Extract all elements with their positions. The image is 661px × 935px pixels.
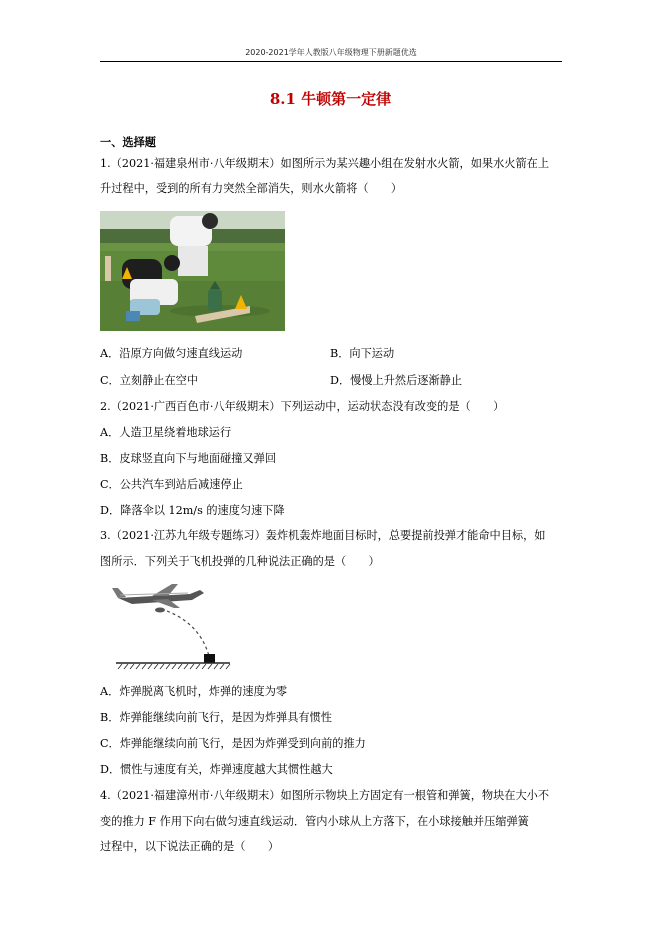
ground-hatching <box>116 663 230 669</box>
q1-option-c: C．立刻静止在空中 <box>100 374 199 387</box>
q1-stem-line2: 升过程中，受到的所有力突然全部消失，则水火箭将（ ） <box>100 182 403 195</box>
q2-option-d: D．降落伞以 12m/s 的速度匀速下降 <box>100 504 285 517</box>
q3-option-c: C．炸弹能继续向前飞行，是因为炸弹受到向前的推力 <box>100 737 366 750</box>
q3-option-b: B．炸弹能继续向前飞行，是因为炸弹具有惯性 <box>100 711 332 724</box>
bomber-plane-icon <box>112 584 204 608</box>
bomb-icon <box>155 608 165 613</box>
q2-option-c: C．公共汽车到站后减速停止 <box>100 478 243 491</box>
q2-option-b: B．皮球竖直向下与地面碰撞又弹回 <box>100 452 277 465</box>
bomber-diagram <box>112 580 232 672</box>
q4-stem-line1: 4.（2021·福建漳州市·八年级期末）如图所示物块上方固定有一根管和弹簧，物块在大小不 <box>100 789 550 802</box>
q1-option-a: A．沿原方向做匀速直线运动 <box>100 347 243 360</box>
q3-stem-line1: 3.（2021·江苏九年级专题练习）轰炸机轰炸地面目标时，总要提前投弹才能命中目标，如 <box>100 529 546 542</box>
q1-option-d: D．慢慢上升然后逐渐静止 <box>330 374 463 387</box>
q2-stem: 2.（2021·广西百色市·八年级期末）下列运动中，运动状态没有改变的是（ ） <box>100 400 505 413</box>
target-block <box>204 654 215 663</box>
header-divider <box>100 61 562 62</box>
water-rocket-photo <box>100 211 285 331</box>
q1-option-b: B．向下运动 <box>330 347 395 360</box>
section-heading: 一、选择题 <box>100 135 156 149</box>
q3-stem-line2: 图所示．下列关于飞机投弹的几种说法正确的是（ ） <box>100 555 380 568</box>
page-title: 8.1 牛顿第一定律 <box>269 90 392 108</box>
q4-stem-line3: 过程中，以下说法正确的是（ ） <box>100 840 280 853</box>
q4-stem-line2: 变的推力 F 作用下向右做匀速直线运动．管内小球从上方落下，在小球接触并压缩弹簧 <box>100 815 529 828</box>
q1-stem-line1: 1.（2021·福建泉州市·八年级期末）如图所示为某兴趣小组在发射水火箭，如果水火箭在上 <box>100 157 550 170</box>
q2-option-a: A．人造卫星绕着地球运行 <box>100 426 232 439</box>
trajectory-path <box>167 611 209 656</box>
q3-option-a: A．炸弹脱离飞机时，炸弹的速度为零 <box>100 685 288 698</box>
page-header: 2020-2021学年人教版八年级物理下册新题优选 <box>245 48 417 57</box>
q3-option-d: D．惯性与速度有关，炸弹速度越大其惯性越大 <box>100 763 333 776</box>
